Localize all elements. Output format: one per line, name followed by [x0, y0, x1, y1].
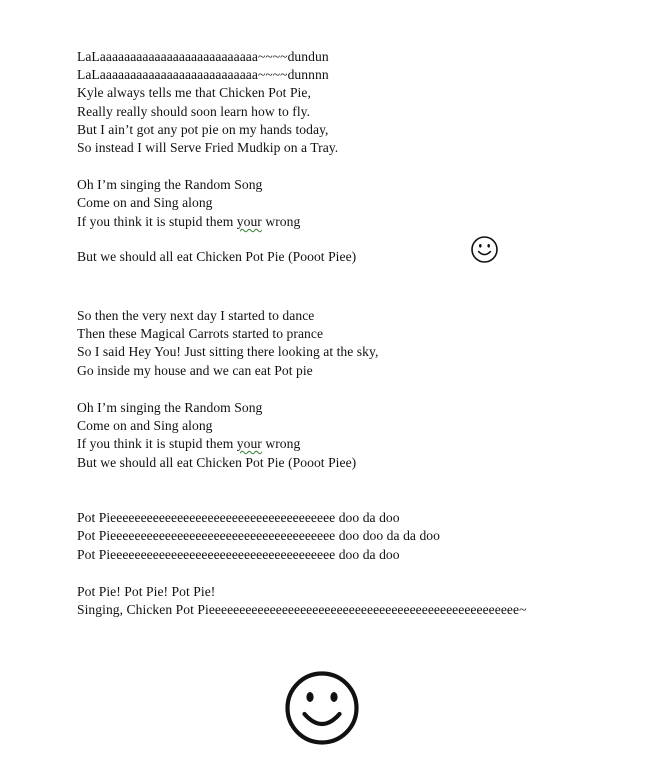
lyric-line: Really really should soon learn how to fly. — [77, 104, 311, 119]
chorus-line: Come on and Sing along — [77, 418, 213, 433]
outro-line: Singing, Chicken Pot Pieeeeeeeeeeeeeeeeeeeeeeeeeeeeeeeeeeeeeeeeeeeeeeeeeee~ — [77, 602, 527, 617]
chorus-line: Oh I’m singing the Random Song — [77, 400, 263, 415]
chorus-text: If you think it is stupid them — [77, 214, 237, 229]
chorus-line — [77, 213, 300, 230]
small-smiley-icon — [470, 235, 499, 264]
outro-line: Pot Pieeeeeeeeeeeeeeeeeeeeeeeeeeeeeeeeeeeee doo da doo — [77, 547, 400, 562]
chorus-line — [77, 435, 300, 452]
chorus-line: Come on and Sing along — [77, 195, 213, 210]
lyric-line: LaLaaaaaaaaaaaaaaaaaaaaaaaaaa~~~~dunnnn — [77, 67, 329, 82]
lyric-line: So I said Hey You! Just sitting there looking at the sky, — [77, 344, 379, 359]
lyric-line: Then these Magical Carrots started to prance — [77, 326, 324, 341]
outro-line: Pot Pieeeeeeeeeeeeeeeeeeeeeeeeeeeeeeeeeeeee doo doo da da doo — [77, 528, 440, 543]
lyric-line: But I ain’t got any pot pie on my hands today, — [77, 122, 329, 137]
spellcheck-word: your — [236, 214, 262, 229]
chorus-text: wrong — [261, 214, 301, 229]
lyric-line: Go inside my house and we can eat Pot pie — [77, 363, 313, 378]
lyric-line: So then the very next day I started to dance — [77, 308, 315, 323]
chorus-text: If you think it is stupid them — [77, 436, 237, 451]
chorus-line: But we should all eat Chicken Pot Pie (Pooot Piee) — [77, 455, 357, 470]
spellcheck-word: your — [236, 436, 262, 451]
lyric-line: So instead I will Serve Fried Mudkip on a Tray. — [77, 140, 339, 155]
lyric-line: LaLaaaaaaaaaaaaaaaaaaaaaaaaaa~~~~dundun — [77, 49, 329, 64]
lyric-line: Kyle always tells me that Chicken Pot Pie, — [77, 85, 311, 100]
large-smiley-icon — [283, 669, 361, 747]
chorus-text: wrong — [261, 436, 301, 451]
outro-line: Pot Pie! Pot Pie! Pot Pie! — [77, 584, 216, 599]
chorus-line: Oh I’m singing the Random Song — [77, 177, 263, 192]
chorus-line: But we should all eat Chicken Pot Pie (Pooot Piee) — [77, 249, 357, 264]
outro-line: Pot Pieeeeeeeeeeeeeeeeeeeeeeeeeeeeeeeeeeeee doo da doo — [77, 510, 400, 525]
